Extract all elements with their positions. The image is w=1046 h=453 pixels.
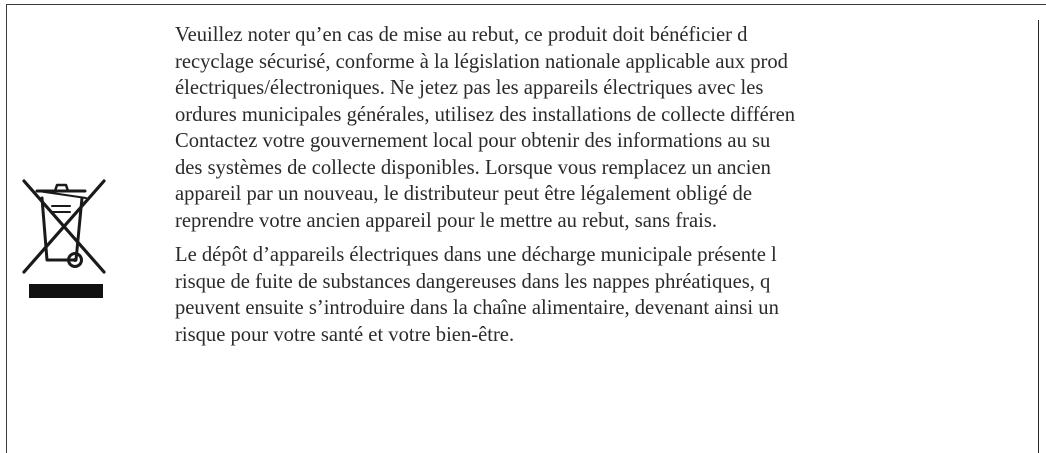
notice-text <box>175 22 1046 348</box>
text-line: Contactez votre gouvernement local pour obtenir des informations au su <box>175 130 771 152</box>
text-line: électriques/électroniques. Ne jetez pas les appareils électriques avec les <box>175 77 764 99</box>
text-line: ordures municipales générales, utilisez des installations de collecte différen <box>175 103 796 126</box>
paragraph-gap <box>175 234 1046 242</box>
paragraph-2 <box>175 242 1046 348</box>
text-line: Veuillez noter qu’en cas de mise au rebut, ce produit doit bénéficier d <box>175 24 748 46</box>
text-line: Le dépôt d’appareils électriques dans une décharge municipale présente l <box>175 244 777 266</box>
paragraph-1 <box>175 22 1046 234</box>
weee-bar <box>29 284 103 298</box>
text-line: risque pour votre santé et votre bien-être. <box>175 323 515 346</box>
text-line: appareil par un nouveau, le distributeur peut être légalement obligé de <box>175 183 752 205</box>
text-line: peuvent ensuite s’introduire dans la chaîne alimentaire, devenant ainsi un <box>175 297 779 319</box>
text-line: recyclage sécurisé, conforme à la législation nationale applicable aux prod <box>175 50 788 73</box>
crossed-out-wheelie-bin-icon <box>8 160 116 308</box>
text-line: reprendre votre ancien appareil pour le mettre au rebut, sans frais. <box>175 209 718 232</box>
text-line: risque de fuite de substances dangereuses dans les nappes phréatiques, q <box>175 270 771 293</box>
text-line: des systèmes de collecte disponibles. Lorsque vous remplacez un ancien <box>175 156 771 179</box>
